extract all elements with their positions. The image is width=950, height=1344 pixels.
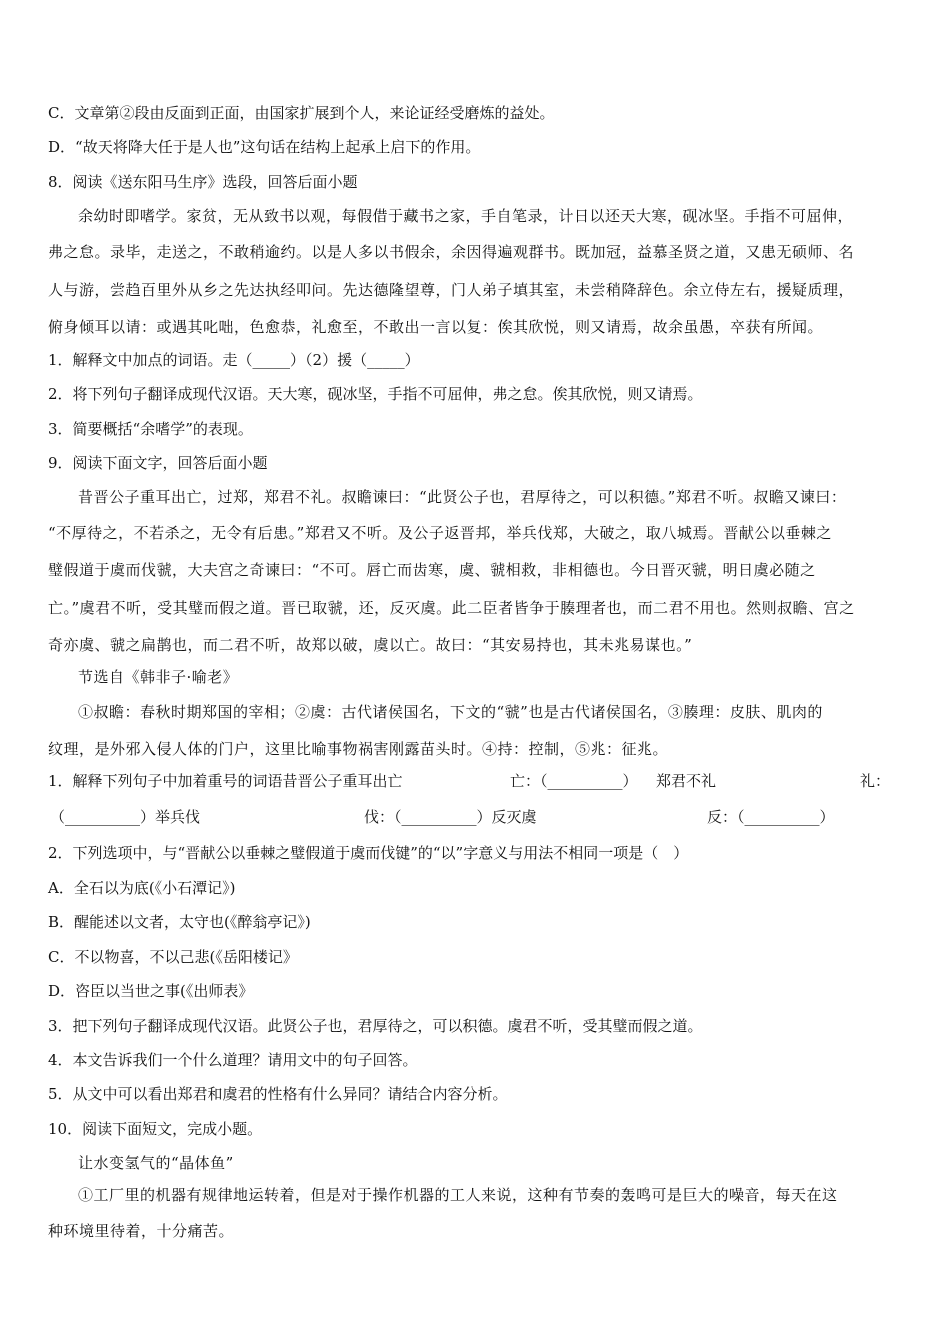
q8-sub-1: 1．解释文中加点的词语。走（_____）（2）援（_____）	[48, 351, 420, 369]
article-title: 让水变氢气的“晶体鱼”	[78, 1154, 234, 1172]
passage-8-line: 弗之怠。录毕，走送之，不敢稍逾约。以是人多以书假余，余因得遍观群书。既加冠，益慕圣贤之道，又患无硕师、名	[48, 243, 855, 261]
q9-sub-1: 1．解释下列句子中加着重号的词语昔晋公子重耳出亡	[48, 772, 403, 790]
question-10-heading: 10．阅读下面短文，完成小题。	[48, 1120, 263, 1138]
question-9-heading: 9．阅读下面文字，回答后面小题	[48, 454, 268, 472]
choice-c: C．不以物喜，不以己悲(《岳阳楼记》	[48, 948, 298, 966]
passage-9-line: 亡。”虞君不听，受其璧而假之道。晋已取虢，还，反灭虞。此二臣者皆争于腠理者也，而二君不用也。然则叔瞻、宫之	[48, 599, 855, 617]
source-note: 节选自《韩非子·喻老》	[78, 668, 239, 686]
footnote-line: 纹理，是外邪入侵人体的门户，这里比喻事物祸害刚露苗头时。④持：控制，⑤兆：征兆。	[48, 740, 669, 758]
question-8-heading: 8．阅读《送东阳马生序》选段，回答后面小题	[48, 173, 358, 191]
blank-fa-line: 伐：（__________）反灭虞	[364, 808, 537, 826]
q9-sub-2: 2．下列选项中，与“晋献公以垂棘之璧假道于虞而伐键”的“以”字意义与用法不相同一项是（ ）	[48, 844, 689, 862]
passage-9-line: 昔晋公子重耳出亡，过郑，郑君不礼。叔瞻谏曰：“此贤公子也，君厚待之，可以积德。”郑君不听。叔瞻又谏曰：	[78, 488, 847, 506]
blank-li-line: （__________）举兵伐	[50, 808, 201, 826]
passage-8-line: 余幼时即嗜学。家贫，无从致书以观，每假借于藏书之家，手自笔录，计日以还天大寒，砚冰坚。手指不可屈伸，	[78, 207, 854, 225]
passage-9-line: “不厚待之，不若杀之，无令有后患。”郑君又不听。及公子返晋邦，举兵伐郑，大破之，取八城焉。晋献公以垂棘之	[48, 524, 832, 542]
footnote-line: ①叔瞻：春秋时期郑国的宰相；②虞：古代诸侯国名，下文的“虢”也是古代诸侯国名，③腠理：皮肤、肌肉的	[78, 703, 823, 721]
article-line: 种环境里待着，十分痛苦。	[48, 1222, 235, 1240]
passage-9-line: 璧假道于虞而伐虢，大夫宫之奇谏曰：“不可。唇亡而齿寒，虞、虢相救，非相德也。今日晋灭虢，明日虞必随之	[48, 561, 816, 579]
choice-a: A．全石以为底(《小石潭记》)	[48, 879, 236, 897]
option-c-line: C．文章第②段由反面到正面，由国家扩展到个人，来论证经受磨炼的益处。	[48, 104, 555, 122]
phrase-zhengjun: 郑君不礼	[656, 772, 717, 790]
q9-sub-4: 4．本文告诉我们一个什么道理？请用文中的句子回答。	[48, 1051, 418, 1069]
choice-b: B．醒能述以文者，太守也(《醉翁亭记》)	[48, 913, 311, 931]
passage-8-line: 俯身倾耳以请：或遇其叱咄，色愈恭，礼愈至，不敢出一言以复：俟其欣悦，则又请焉，故余虽愚，卒获有所闻。	[48, 318, 824, 336]
q8-sub-3: 3．简要概括“余嗜学”的表现。	[48, 420, 253, 438]
label-li: 礼：	[860, 772, 891, 790]
q8-sub-2: 2．将下列句子翻译成现代汉语。天大寒，砚冰坚，手指不可屈伸，弗之怠。俟其欣悦，则又请焉。	[48, 385, 703, 403]
blank-wang: 亡：（__________）	[510, 772, 638, 790]
article-line: ①工厂里的机器有规律地运转着，但是对于操作机器的工人来说，这种有节奏的轰鸣可是巨大的噪音，每天在这	[78, 1186, 838, 1204]
blank-fan: 反：（__________）	[707, 808, 835, 826]
option-d-line: D．“故天将降大任于是人也”这句话在结构上起承上启下的作用。	[48, 138, 481, 156]
passage-9-line: 奇亦虞、虢之扁鹊也，而二君不听，故郑以破，虞以亡。故曰：“其安易持也，其未兆易谋也。”	[48, 636, 693, 654]
choice-d: D．咨臣以当世之事(《出师表》	[48, 982, 254, 1000]
q9-sub-5: 5．从文中可以看出郑君和虞君的性格有什么异同？请结合内容分析。	[48, 1085, 508, 1103]
q9-sub-3: 3．把下列句子翻译成现代汉语。此贤公子也，君厚待之，可以积德。虞君不听，受其璧而假之道。	[48, 1017, 703, 1035]
passage-8-line: 人与游，尝趋百里外从乡之先达执经叩问。先达德隆望尊，门人弟子填其室，未尝稍降辞色。余立侍左右，援疑质理，	[48, 281, 855, 299]
